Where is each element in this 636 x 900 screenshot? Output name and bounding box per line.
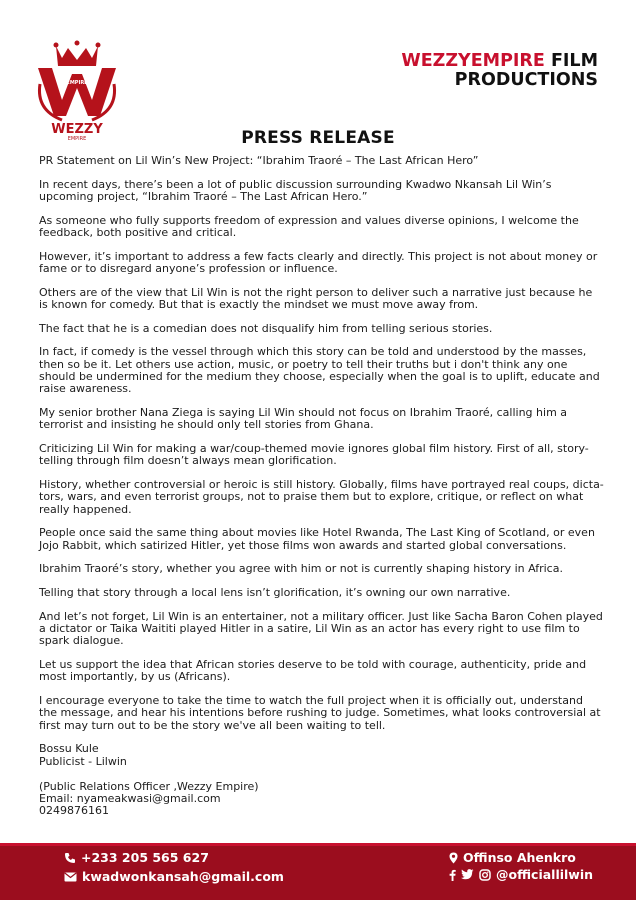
wezzy-empire-logo — [34, 40, 120, 142]
instagram-icon[interactable] — [479, 869, 491, 881]
company-brand: WEZZYEMPIRE — [401, 51, 545, 71]
footer-social-handle[interactable]: @officiallilwin — [496, 867, 594, 882]
paragraph: In fact, if comedy is the vessel through which this story can be told and understood by the masses, then so be it. Let others use action, music, or poetry to tell their truths but i don't think any one should be undermined for the medium they choose, especially when the goal is to uplift, educate and raise awareness. — [39, 345, 600, 396]
signature-role: Publicist - Lilwin — [39, 754, 127, 768]
paragraph: In recent days, there’s been a lot of public discussion surrounding Kwadwo Nkansah Lil Win’s upcoming project, “Ibrahim Traoré – The Last African Hero.” — [39, 177, 552, 203]
signature-phone: 0249876161 — [39, 804, 109, 818]
phone-icon — [64, 852, 76, 864]
facebook-icon[interactable] — [449, 869, 456, 881]
footer-email[interactable] — [64, 869, 284, 884]
company-productions: PRODUCTIONS — [454, 70, 598, 90]
footer-location-text: Offinso Ahenkro — [463, 850, 576, 865]
signature-position: (Public Relations Officer ,Wezzy Empire) — [39, 779, 259, 793]
paragraph: As someone who fully supports freedom of expression and values diverse opinions, I welcome the feedback, both positive and critical. — [39, 213, 579, 239]
paragraph: I encourage everyone to take the time to watch the full project when it is officially out, understand the message, and hear his intentions before rushing to judge. Sometimes, what looks controversial at first may turn out to be the story we've all been waiting to tell. — [39, 694, 601, 732]
paragraph: My senior brother Nana Ziega is saying Lil Win should not focus on Ibrahim Traoré, calling him a terrorist and insisting he should only tell stories from Ghana. — [39, 406, 568, 432]
signature-block — [39, 743, 604, 817]
signature-email: Email: nyameakwasi@gmail.com — [39, 792, 221, 806]
envelope-icon — [64, 872, 77, 882]
company-name — [401, 52, 598, 90]
footer-phone-text: +233 205 565 627 — [81, 850, 209, 865]
paragraph: PR Statement on Lil Win’s New Project: “Ibrahim Traoré – The Last African Hero” — [39, 154, 479, 167]
paragraph: Ibrahim Traoré’s story, whether you agree with him or not is currently shaping history in Africa. — [39, 562, 563, 576]
logo-name: WEZZY — [51, 122, 103, 137]
location-pin-icon — [449, 852, 458, 864]
signature-name: Bossu Kule — [39, 742, 99, 756]
footer-email-text: kwadwonkansah@gmail.com — [82, 869, 284, 884]
twitter-icon[interactable] — [461, 869, 474, 880]
paragraph: Telling that story through a local lens isn’t glorification, it’s owning our own narrative. — [39, 586, 511, 599]
logo-sub: EMPIRE — [67, 136, 87, 142]
footer-social[interactable] — [449, 867, 593, 882]
company-film: FILM — [544, 51, 598, 71]
paragraph: Let us support the idea that African stories deserve to be told with courage, authenticity, pride and most importantly, by us (Africans). — [39, 658, 587, 684]
page-title: PRESS RELEASE — [241, 128, 395, 148]
footer-location — [449, 850, 576, 865]
paragraph: And let’s not forget, Lil Win is an entertainer, not a military officer. Just like Sacha Baron Cohen played a dictator or Taika Waititi played Hitler in a satire, Lil Win as an actor has every right to use film to spark dialogue. — [39, 609, 603, 648]
paragraph: Criticizing Lil Win for making a war/coup-themed movie ignores global film history. First of all, story-telling through film doesn’t always mean glorification. — [39, 442, 589, 468]
paragraph: The fact that he is a comedian does not disqualify him from telling serious stories. — [39, 321, 493, 335]
paragraph: However, it’s important to address a few facts clearly and directly. This project is not about money or fame or to disregard anyone’s profession or influence. — [39, 249, 598, 275]
footer-bar — [0, 843, 636, 900]
press-release-body — [39, 155, 604, 818]
paragraph: History, whether controversial or heroic is still history. Globally, films have portrayed real coups, dicta-tors, wars, and even terrorist groups, not to praise them but to explore, critique, or reflect on what really happened. — [39, 478, 604, 516]
logo-top-text: EMPIRE — [66, 80, 88, 86]
paragraph: Others are of the view that Lil Win is not the right person to deliver such a narrative just because he is known for comedy. But that is exactly the mindset we must move away from. — [39, 285, 593, 311]
footer-phone[interactable] — [64, 850, 209, 865]
paragraph: People once said the same thing about movies like Hotel Rwanda, The Last King of Scotland, or even Jojo Rabbit, which satirized Hitler, yet those films won awards and started global conversations. — [39, 526, 595, 552]
